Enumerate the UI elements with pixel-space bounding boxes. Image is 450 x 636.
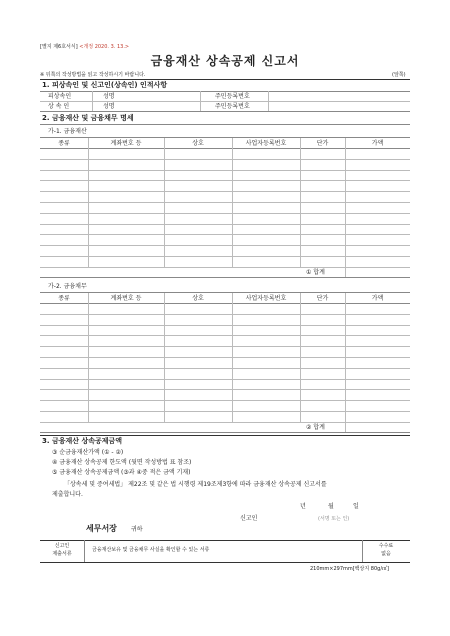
asset-row-line	[40, 245, 410, 246]
asset-subtitle: 가-1. 금융재산	[48, 128, 87, 135]
asset-row-line	[40, 170, 410, 171]
heir-name-label: 성명	[103, 103, 115, 110]
asset-total-label: ① 합계	[306, 268, 325, 276]
debt-header-5: 가액	[371, 295, 384, 302]
statement-line-1: 「상속세 및 증여세법」 제22조 및 같은 법 시행령 제19조제3항에 따라 금융재산 상속공제 신고서를	[64, 481, 327, 488]
deduction-limit-item: ④ 금융재산 상속공제 한도액 (뒷면 작성방법 표 참조)	[52, 459, 192, 466]
asset-row-line	[40, 234, 410, 235]
debt-subtitle: 가-2. 금융채무	[48, 283, 87, 290]
deceased-id-label: 주민등록번호	[215, 93, 250, 100]
debt-header-2: 상호	[192, 295, 204, 302]
debt-row-line	[40, 335, 410, 336]
form-label: [별지 제6호서식] <개정 2020. 3. 13.>	[40, 44, 130, 50]
fee-label: 수수료	[378, 543, 394, 549]
asset-header-0: 종류	[58, 140, 70, 147]
attach-label-2: 제출서류	[52, 551, 72, 557]
debt-row-line	[40, 357, 410, 358]
attach-label-1: 신고인	[54, 543, 70, 549]
section2-title: 2. 금융재산 및 금융채무 명세	[42, 114, 134, 122]
debt-row-line	[40, 389, 410, 390]
year-label: 년	[300, 503, 306, 510]
asset-row-line	[40, 213, 410, 214]
debt-row-line	[40, 379, 410, 380]
debt-row-line	[40, 368, 410, 369]
net-asset-item: ③ 순금융재산가액 (① - ②)	[52, 449, 124, 456]
month-label: 월	[328, 503, 334, 510]
day-label: 일	[353, 503, 359, 510]
asset-row-line	[40, 191, 410, 192]
revision-note: <개정 2020. 3. 13.>	[79, 44, 130, 50]
asset-row-line	[40, 224, 410, 225]
signature-label: (서명 또는 인)	[318, 516, 350, 522]
debt-header-0: 종류	[58, 295, 70, 302]
page-side-note: (앞쪽)	[392, 72, 406, 78]
heir-role-label: 상 속 인	[48, 103, 70, 110]
debt-row-line	[40, 325, 410, 326]
debt-row-line	[40, 346, 410, 347]
asset-header-3: 사업자등록번호	[245, 140, 287, 147]
debt-header-1: 계좌번호 등	[110, 295, 142, 302]
fee-value: 없음	[381, 551, 391, 557]
debt-total-label: ② 합계	[306, 423, 325, 431]
section3-title: 3. 금융재산 상속공제금액	[42, 437, 123, 445]
asset-header-2: 상호	[192, 140, 204, 147]
debt-header-3: 사업자등록번호	[245, 295, 287, 302]
asset-row-line	[40, 159, 410, 160]
filer-label: 신고인	[240, 515, 258, 522]
attach-description: 금융재산보유 및 금융채무 사실을 확인할 수 있는 서류	[92, 547, 210, 553]
heir-id-label: 주민등록번호	[215, 103, 250, 110]
debt-row-line	[40, 400, 410, 401]
asset-row-line	[40, 180, 410, 181]
statement-line-2: 제출합니다.	[52, 491, 83, 498]
debt-row-line	[40, 411, 410, 412]
section1-title: 1. 피상속인 및 신고인(상속인) 인적사항	[42, 81, 168, 89]
deceased-role-label: 피상속인	[48, 93, 72, 100]
recipient-office: 세무서장	[86, 524, 117, 533]
instruction-note: ※ 뒤쪽의 작성방법을 읽고 작성하시기 바랍니다.	[40, 72, 146, 78]
asset-header-5: 가액	[371, 140, 384, 147]
asset-row-line	[40, 202, 410, 203]
deduction-amount-item: ⑤ 금융재산 상속공제금액 (③과 ④중 적은 금액 기재)	[52, 469, 191, 476]
debt-header-4: 단가	[316, 295, 329, 302]
recipient-suffix: 귀하	[131, 526, 143, 533]
deceased-name-label: 성명	[103, 93, 115, 100]
asset-header-1: 계좌번호 등	[110, 140, 142, 147]
form-title: 금융재산 상속공제 신고서	[150, 54, 300, 68]
asset-row-line	[40, 267, 410, 268]
debt-row-line	[40, 314, 410, 315]
asset-header-4: 단가	[316, 140, 329, 147]
paper-size-note: 210mm×297mm[백상지 80g/㎡]	[310, 566, 389, 572]
debt-row-line	[40, 422, 410, 423]
asset-row-line	[40, 256, 410, 257]
